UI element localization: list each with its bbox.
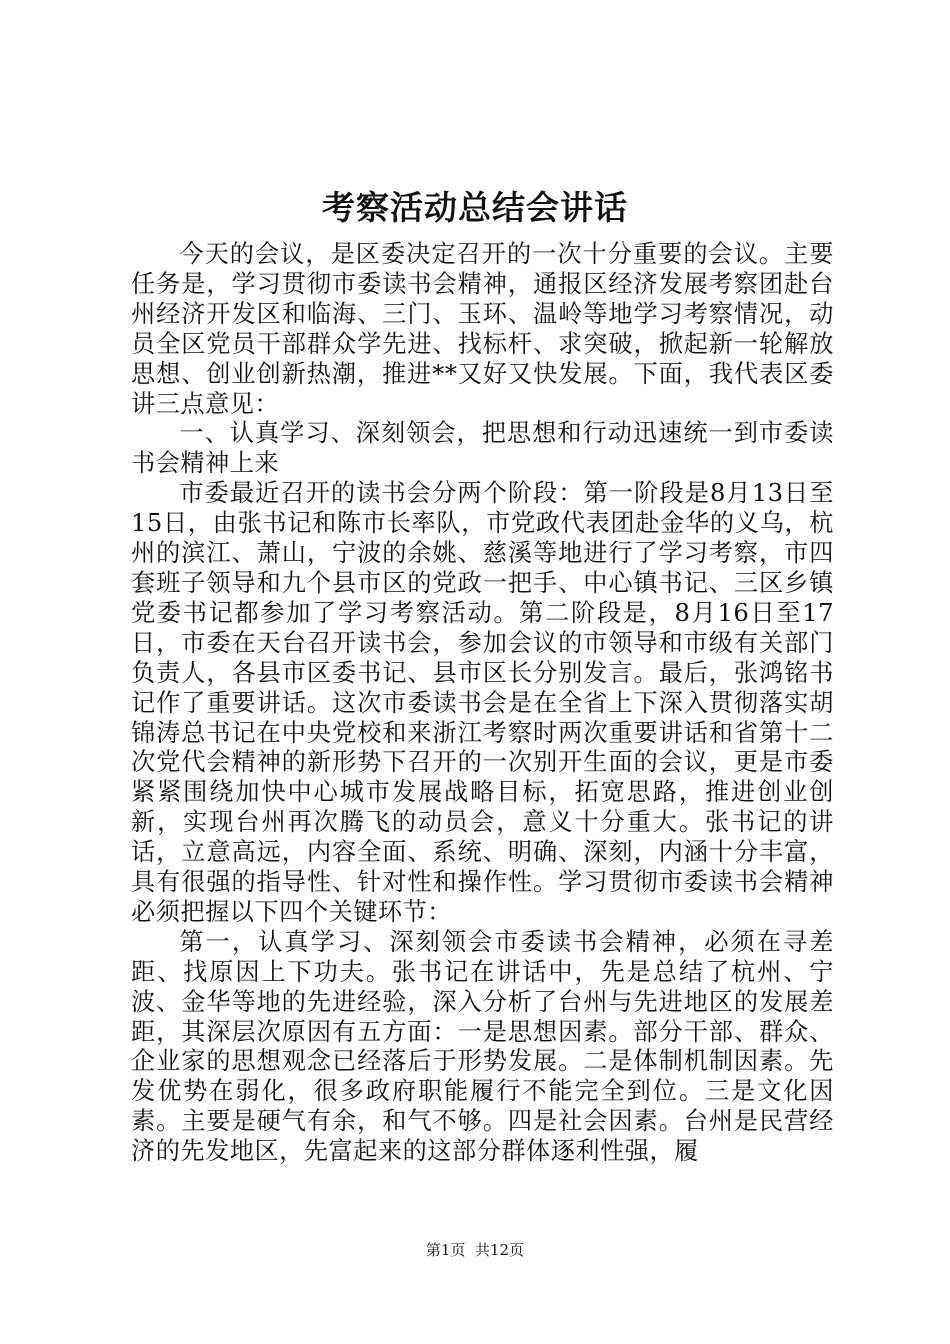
- document-title: 考察活动总结会讲话: [322, 188, 628, 227]
- page-number: 第1页 共12页: [425, 1241, 525, 1259]
- section-heading-1: 一、认真学习、深刻领会，把思想和行动迅速统一到市委读书会精神上来: [131, 419, 834, 478]
- page-footer: [0, 1240, 950, 1260]
- document-body: [131, 240, 834, 1167]
- paragraph-intro: 今天的会议，是区委决定召开的一次十分重要的会议。主要任务是，学习贯彻市委读书会精神，通报区经济发展考察团赴台州经济开发区和临海、三门、玉环、温岭等地学习考察情况，动员全区党员干部群众学先进、找标杆、求突破，掀起新一轮解放思想、创业创新热潮，推进**又好又快发展。下面，我代表区委讲三点意见：: [131, 240, 834, 418]
- paragraph-reading-meeting: 市委最近召开的读书会分两个阶段：第一阶段是8月13日至15日，由张书记和陈市长率队，市党政代表团赴金华的义乌，杭州的滨江、萧山，宁波的余姚、慈溪等地进行了学习考察，市四套班子领导和九个县市区的党政一把手、中心镇书记、三区乡镇党委书记都参加了学习考察活动。第二阶段是，8月16日至17日，市委在天台召开读书会，参加会议的市领导和市级有关部门负责人，各县市区委书记、县市区长分别发言。最后，张鸿铭书记作了重要讲话。这次市委读书会是在全省上下深入贯彻落实胡锦涛总书记在中央党校和来浙江考察时两次重要讲话和省第十二次党代会精神的新形势下召开的一次别开生面的会议，更是市委紧紧围绕加快中心城市发展战略目标，拓宽思路，推进创业创新，实现台州再次腾飞的动员会，意义十分重大。张书记的讲话，立意高远，内容全面、系统、明确、深刻，内涵十分丰富，具有很强的指导性、针对性和操作性。学习贯彻市委读书会精神必须把握以下四个关键环节：: [131, 479, 834, 926]
- paragraph-first-point: 第一，认真学习、深刻领会市委读书会精神，必须在寻差距、找原因上下功夫。张书记在讲话中，先是总结了杭州、宁波、金华等地的先进经验，深入分析了台州与先进地区的发展差距，其深层次原因有五方面：一是思想因素。部分干部、群众、企业家的思想观念已经落后于形势发展。二是体制机制因素。先发优势在弱化，很多政府职能履行不能完全到位。三是文化因素。主要是硬气有余，和气不够。四是社会因素。台州是民营经济的先发地区，先富起来的这部分群体逐利性强，履: [131, 927, 834, 1166]
